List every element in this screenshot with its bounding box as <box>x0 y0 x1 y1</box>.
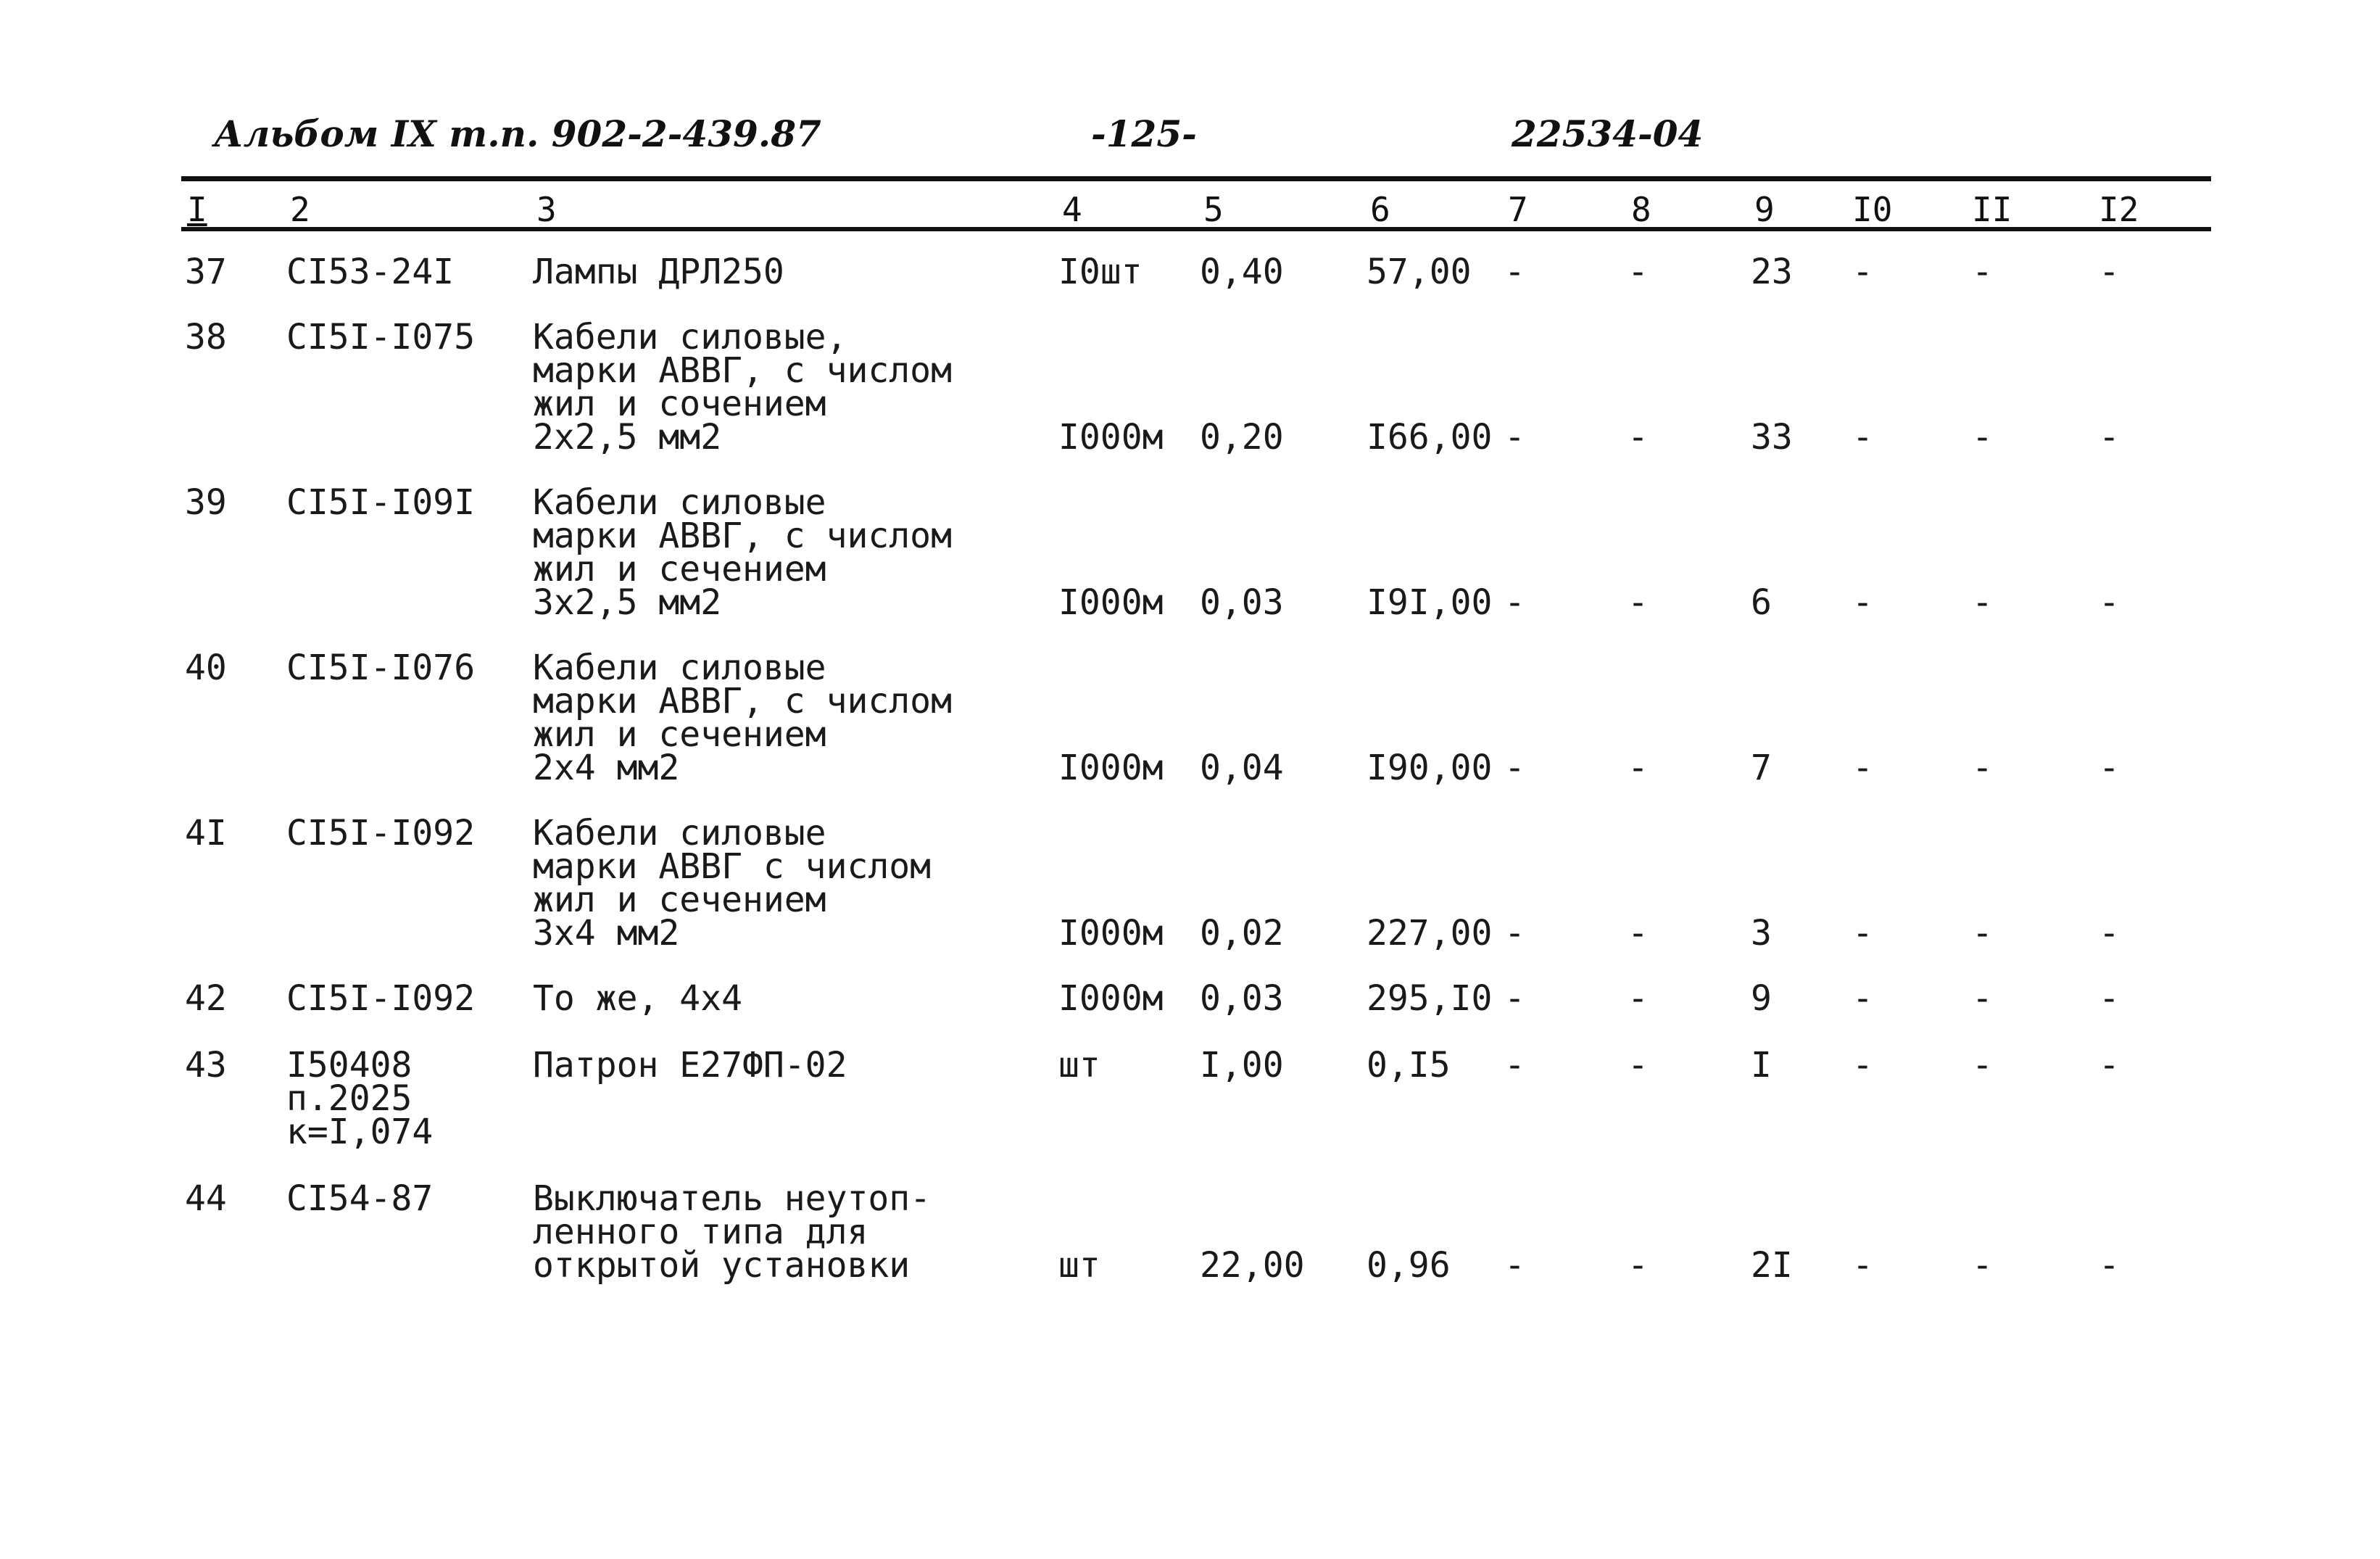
value-col-11: - <box>1972 978 1993 1019</box>
value-col-9: 23 <box>1751 252 1793 292</box>
price-code <box>286 252 455 292</box>
item-name-line: марки АВВГ, с числом <box>533 350 952 391</box>
row-number: 42 <box>185 978 227 1019</box>
item-name-line: марки АВВГ, с числом <box>533 681 952 721</box>
column-header-8: 8 <box>1631 190 1651 229</box>
value-col-11: - <box>1972 252 1993 292</box>
price-code <box>286 317 476 357</box>
value-col-10: - <box>1852 748 1873 788</box>
column-header-10: I0 <box>1852 190 1893 229</box>
value-col-9: 6 <box>1751 582 1772 623</box>
row-number: 37 <box>185 252 227 292</box>
unit: I000м <box>1058 913 1164 954</box>
item-name-line: 3х4 мм2 <box>533 913 680 954</box>
value-col-8: - <box>1628 252 1649 292</box>
unit: I000м <box>1058 582 1164 623</box>
price-code <box>286 1178 434 1219</box>
value-col-10: - <box>1852 1045 1873 1085</box>
row-number: 43 <box>185 1045 227 1085</box>
price-code-line: CI5I-I075 <box>286 317 476 357</box>
column-header-6: 6 <box>1370 190 1390 229</box>
row-number: 40 <box>185 648 227 688</box>
value-col-12: - <box>2099 913 2120 954</box>
value-col-11: - <box>1972 748 1993 788</box>
price-code <box>286 648 476 688</box>
price-code <box>286 978 476 1019</box>
item-name <box>533 978 742 1019</box>
value-col-7: - <box>1504 1045 1525 1085</box>
page-number: -125- <box>1091 112 1197 155</box>
value-col-7: - <box>1504 417 1525 458</box>
quantity: 0,20 <box>1200 417 1284 458</box>
value-col-9: 3 <box>1751 913 1772 954</box>
value-col-10: - <box>1852 1245 1873 1286</box>
album-title: Альбом IX т.п. 902-2-439.87 <box>214 112 821 155</box>
item-name-line: марки АВВГ, с числом <box>533 516 952 556</box>
item-name <box>533 1045 847 1085</box>
item-name-line: Выключатель неутоп- <box>533 1178 932 1219</box>
value-col-11: - <box>1972 913 1993 954</box>
item-name-line: 3х2,5 мм2 <box>533 582 722 623</box>
value-col-9: 7 <box>1751 748 1772 788</box>
value-col-8: - <box>1628 1245 1649 1286</box>
quantity: 22,00 <box>1200 1245 1305 1286</box>
item-name-line: марки АВВГ с числом <box>533 846 932 887</box>
price-code-line: CI5I-I092 <box>286 978 476 1019</box>
value-col-9: 2I <box>1751 1245 1793 1286</box>
quantity: 0,40 <box>1200 252 1284 292</box>
column-header-2: 2 <box>290 190 310 229</box>
column-header-5: 5 <box>1203 190 1224 229</box>
value-col-7: - <box>1504 1245 1525 1286</box>
quantity: 0,03 <box>1200 978 1284 1019</box>
column-header-3: 3 <box>536 190 557 229</box>
price-code-line: CI53-24I <box>286 252 455 292</box>
value-col-6: 227,00 <box>1367 913 1493 954</box>
value-col-7: - <box>1504 748 1525 788</box>
item-name-line: жил и сечением <box>533 714 826 755</box>
item-name <box>533 252 784 292</box>
value-col-6: 295,I0 <box>1367 978 1493 1019</box>
unit: I000м <box>1058 417 1164 458</box>
item-name-line: 2х4 мм2 <box>533 748 680 788</box>
item-name-line: Кабели силовые <box>533 813 826 853</box>
value-col-8: - <box>1628 582 1649 623</box>
value-col-12: - <box>2099 582 2120 623</box>
value-col-12: - <box>2099 978 2120 1019</box>
unit: I0шт <box>1058 252 1143 292</box>
price-code <box>286 482 476 523</box>
unit: шт <box>1058 1245 1100 1286</box>
value-col-8: - <box>1628 913 1649 954</box>
item-name-line: 2х2,5 мм2 <box>533 417 722 458</box>
quantity: I,00 <box>1200 1045 1284 1085</box>
item-name-line: То же, 4х4 <box>533 978 742 1019</box>
item-name-line: Патрон Е27ФП-02 <box>533 1045 847 1085</box>
value-col-12: - <box>2099 1045 2120 1085</box>
value-col-6: 0,I5 <box>1367 1045 1451 1085</box>
value-col-7: - <box>1504 582 1525 623</box>
value-col-8: - <box>1628 748 1649 788</box>
column-header-12: I2 <box>2099 190 2139 229</box>
column-header-7: 7 <box>1508 190 1528 229</box>
item-name-line: Лампы ДРЛ250 <box>533 252 784 292</box>
quantity: 0,04 <box>1200 748 1284 788</box>
price-code-line: CI5I-I09I <box>286 482 476 523</box>
item-name-line: жил и сечением <box>533 549 826 590</box>
header-rule-bottom <box>181 227 2211 231</box>
item-name <box>533 482 952 623</box>
row-number: 4I <box>185 813 227 853</box>
price-code <box>286 1045 434 1152</box>
unit: I000м <box>1058 978 1164 1019</box>
value-col-11: - <box>1972 1045 1993 1085</box>
value-col-10: - <box>1852 417 1873 458</box>
price-code-line: CI54-87 <box>286 1178 434 1219</box>
value-col-8: - <box>1628 978 1649 1019</box>
item-name-line: открытой установки <box>533 1245 911 1286</box>
value-col-10: - <box>1852 913 1873 954</box>
value-col-12: - <box>2099 1245 2120 1286</box>
item-name-line: Кабели силовые <box>533 648 826 688</box>
value-col-10: - <box>1852 978 1873 1019</box>
value-col-11: - <box>1972 1245 1993 1286</box>
value-col-12: - <box>2099 748 2120 788</box>
price-code-line: п.2025 <box>286 1078 412 1119</box>
column-header-1: I <box>187 190 207 229</box>
row-number: 39 <box>185 482 227 523</box>
item-name <box>533 1178 932 1286</box>
item-name <box>533 317 952 458</box>
column-header-9: 9 <box>1754 190 1775 229</box>
unit: I000м <box>1058 748 1164 788</box>
value-col-6: I9I,00 <box>1367 582 1493 623</box>
quantity: 0,03 <box>1200 582 1284 623</box>
value-col-11: - <box>1972 417 1993 458</box>
item-name <box>533 648 952 788</box>
unit: шт <box>1058 1045 1100 1085</box>
value-col-6: I66,00 <box>1367 417 1493 458</box>
value-col-7: - <box>1504 978 1525 1019</box>
price-code <box>286 813 476 853</box>
item-name-line: ленного типа для <box>533 1212 868 1252</box>
item-name-line: Кабели силовые, <box>533 317 847 357</box>
value-col-8: - <box>1628 1045 1649 1085</box>
row-number: 44 <box>185 1178 227 1219</box>
price-code-line: CI5I-I076 <box>286 648 476 688</box>
value-col-7: - <box>1504 252 1525 292</box>
value-col-12: - <box>2099 417 2120 458</box>
price-code-line: к=I,074 <box>286 1112 434 1152</box>
item-name-line: жил и сочением <box>533 384 826 424</box>
value-col-6: 0,96 <box>1367 1245 1451 1286</box>
value-col-6: 57,00 <box>1367 252 1472 292</box>
price-code-line: CI5I-I092 <box>286 813 476 853</box>
value-col-11: - <box>1972 582 1993 623</box>
column-header-11: II <box>1972 190 2012 229</box>
header-rule-top <box>181 176 2211 181</box>
price-code-line: I50408 <box>286 1045 412 1085</box>
value-col-10: - <box>1852 252 1873 292</box>
value-col-9: I <box>1751 1045 1772 1085</box>
value-col-7: - <box>1504 913 1525 954</box>
value-col-9: 9 <box>1751 978 1772 1019</box>
item-name-line: Кабели силовые <box>533 482 826 523</box>
value-col-12: - <box>2099 252 2120 292</box>
document-code: 22534-04 <box>1512 112 1704 155</box>
value-col-9: 33 <box>1751 417 1793 458</box>
value-col-8: - <box>1628 417 1649 458</box>
quantity: 0,02 <box>1200 913 1284 954</box>
value-col-10: - <box>1852 582 1873 623</box>
row-number: 38 <box>185 317 227 357</box>
column-header-4: 4 <box>1062 190 1082 229</box>
item-name-line: жил и сечением <box>533 880 826 920</box>
value-col-6: I90,00 <box>1367 748 1493 788</box>
item-name <box>533 813 932 954</box>
